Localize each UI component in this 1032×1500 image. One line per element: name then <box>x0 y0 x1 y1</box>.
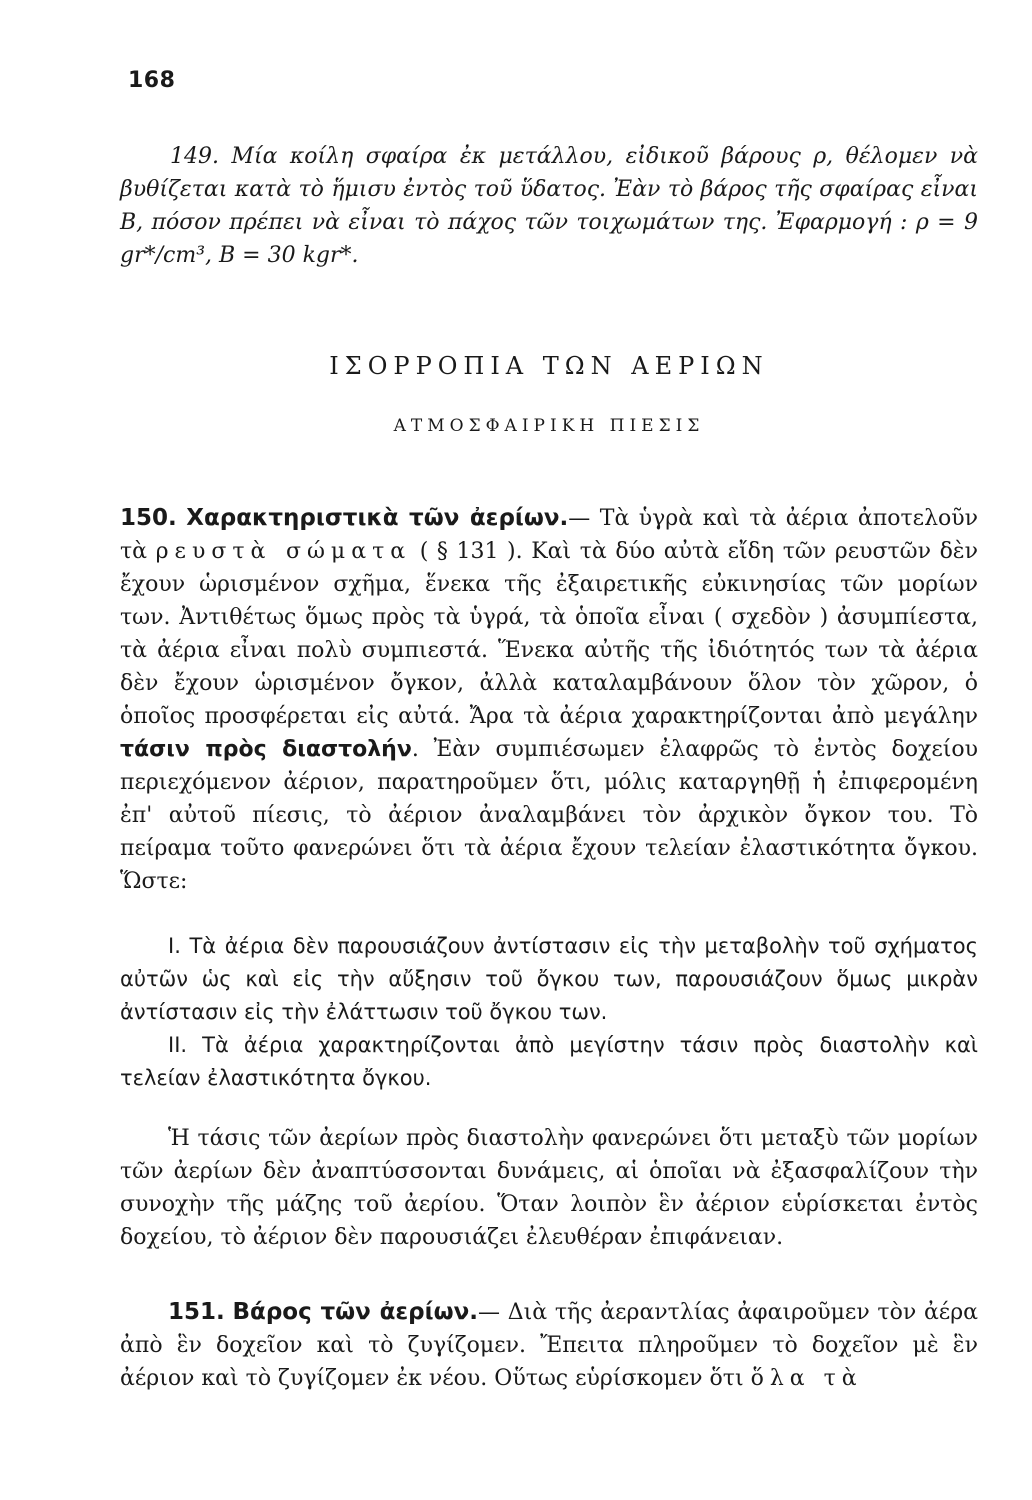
section-151-spaced-term: ὅλα τὰ <box>750 1366 863 1391</box>
property-item <box>120 1029 978 1095</box>
section-151-number: 151. <box>168 1299 225 1325</box>
tension-paragraph <box>120 1122 978 1254</box>
section-150-text-b: ( § 131 ). Καὶ τὰ δύο αὐτὰ εἴδη τῶν ρευστῶν δὲν ἔχουν ὡρισμένον σχῆμα, ἕνεκα τῆς ἐξαιρετικῆς εὐκινησίας τῶν μορίων των. Ἀντιθέτως ὅμως πρὸς τὰ ὑγρά, τὰ ὁποῖα εἶναι ( σχεδὸν ) ἀσυμπίεστα, τὰ ἀέρια εἶναι πολὺ συμπιεστά. Ἕνεκα αὐτῆς τῆς ἰδιότητός των τὰ ἀέρια δὲν ἔχουν ὡρισμένον ὄγκον, ἀλλὰ καταλαμβάνουν ὅλον τὸν χῶρον, ὁ ὁποῖος προσφέρεται εἰς αὐτά. Ἄρα τὰ ἀέρια χαρακτηρίζονται ἀπὸ μεγάλην <box>120 539 978 729</box>
section-150 <box>120 502 978 898</box>
property-text: Τὰ ἀέρια χαρακτηρίζονται ἀπὸ μεγίστην τάσιν πρὸς διαστολὴν καὶ τελείαν ἐλαστικότητα ὄγκου. <box>120 1033 978 1090</box>
section-150-number: 150. <box>120 505 177 531</box>
property-numeral: I. <box>168 934 181 958</box>
section-151-text-a: — Διὰ τῆς ἀεραντλίας ἀφαιροῦμεν τὸν ἀέρα ἀπὸ ἓν δοχεῖον καὶ τὸ ζυγίζομεν. Ἔπειτα πληροῦμεν τὸ δοχεῖον μὲ ἓν ἀέριον καὶ τὸ ζυγίζομεν ἐκ νέου. Οὕτως εὑρίσκομεν ὅτι <box>120 1300 978 1391</box>
section-150-bold-term: τάσιν πρὸς διαστολήν <box>120 737 412 762</box>
property-item <box>120 930 978 1029</box>
section-151-heading: Βάρος τῶν ἀερίων. <box>232 1299 478 1325</box>
problem-paragraph <box>120 140 978 272</box>
chapter-subtitle: ΑΤΜΟΣΦΑΙΡΙΚΗ ΠΙΕΣΙΣ <box>393 416 705 436</box>
problem-text: Μία κοίλη σφαίρα ἐκ μετάλλου, εἰδικοῦ βάρους ρ, θέλομεν νὰ βυθίζεται κατὰ τὸ ἥμισυ ἐντὸς τοῦ ὕδατος. Ἐὰν τὸ βάρος τῆς σφαίρας εἶναι Β, πόσον πρέπει νὰ εἶναι τὸ πάχος τῶν τοιχωμάτων της. Ἐφαρμογή : ρ = 9 gr*/cm³, Β = 30 kgr*. <box>120 144 978 268</box>
section-150-heading: Χαρακτηριστικὰ τῶν ἀερίων. <box>186 505 569 531</box>
section-150-spaced-term: ρευστὰ σώματα <box>155 539 412 564</box>
properties-list <box>120 930 978 1095</box>
problem-number: 149. <box>170 144 219 169</box>
section-150-text-c: . Ἐὰν συμπιέσωμεν ἐλαφρῶς τὸ ἐντὸς δοχείου περιεχόμενον ἀέριον, παρατηροῦμεν ὅτι, μόλις καταργηθῇ ἡ ἐπιφερομένη ἐπ' αὐτοῦ πίεσις, τὸ ἀέριον ἀναλαμβάνει τὸν ἀρχικὸν ὄγκον του. Τὸ πείραμα τοῦτο φανερώνει ὅτι τὰ ἀέρια ἔχουν τελείαν ἐλαστικότητα ὄγκου. Ὥστε: <box>120 737 978 894</box>
page-number: 168 <box>128 68 176 93</box>
property-numeral: II. <box>168 1033 188 1057</box>
section-150-text-a: — Τὰ ὑγρὰ καὶ τὰ ἀέρια ἀποτελοῦν τὰ <box>120 506 978 564</box>
property-text: Τὰ ἀέρια δὲν παρουσιάζουν ἀντίστασιν εἰς τὴν μεταβολὴν τοῦ σχήματος αὐτῶν ὡς καὶ εἰς τὴν αὔξησιν τοῦ ὄγκου των, παρουσιάζουν ὅμως μικρὰν ἀντίστασιν εἰς τὴν ἐλάττωσιν τοῦ ὄγκου των. <box>120 934 978 1024</box>
section-151-paragraph <box>120 1296 978 1395</box>
tension-text: Ἡ τάσις τῶν ἀερίων πρὸς διαστολὴν φανερώνει ὅτι μεταξὺ τῶν μορίων τῶν ἀερίων δὲν ἀναπτύσσονται δυνάμεις, αἱ ὁποῖαι νὰ ἐξασφαλίζουν τὴν συνοχὴν τῆς μάζης τοῦ ἀερίου. Ὅταν λοιπὸν ἓν ἀέριον εὑρίσκεται ἐντὸς δοχείου, τὸ ἀέριον δὲν παρουσιάζει ἐλευθέραν ἐπιφάνειαν. <box>120 1126 978 1250</box>
section-151 <box>120 1296 978 1395</box>
section-150-paragraph <box>120 502 978 898</box>
chapter-title: ΙΣΟΡΡΟΠΙΑ ΤΩΝ ΑΕΡΙΩΝ <box>329 352 769 380</box>
problem-149 <box>120 140 978 272</box>
